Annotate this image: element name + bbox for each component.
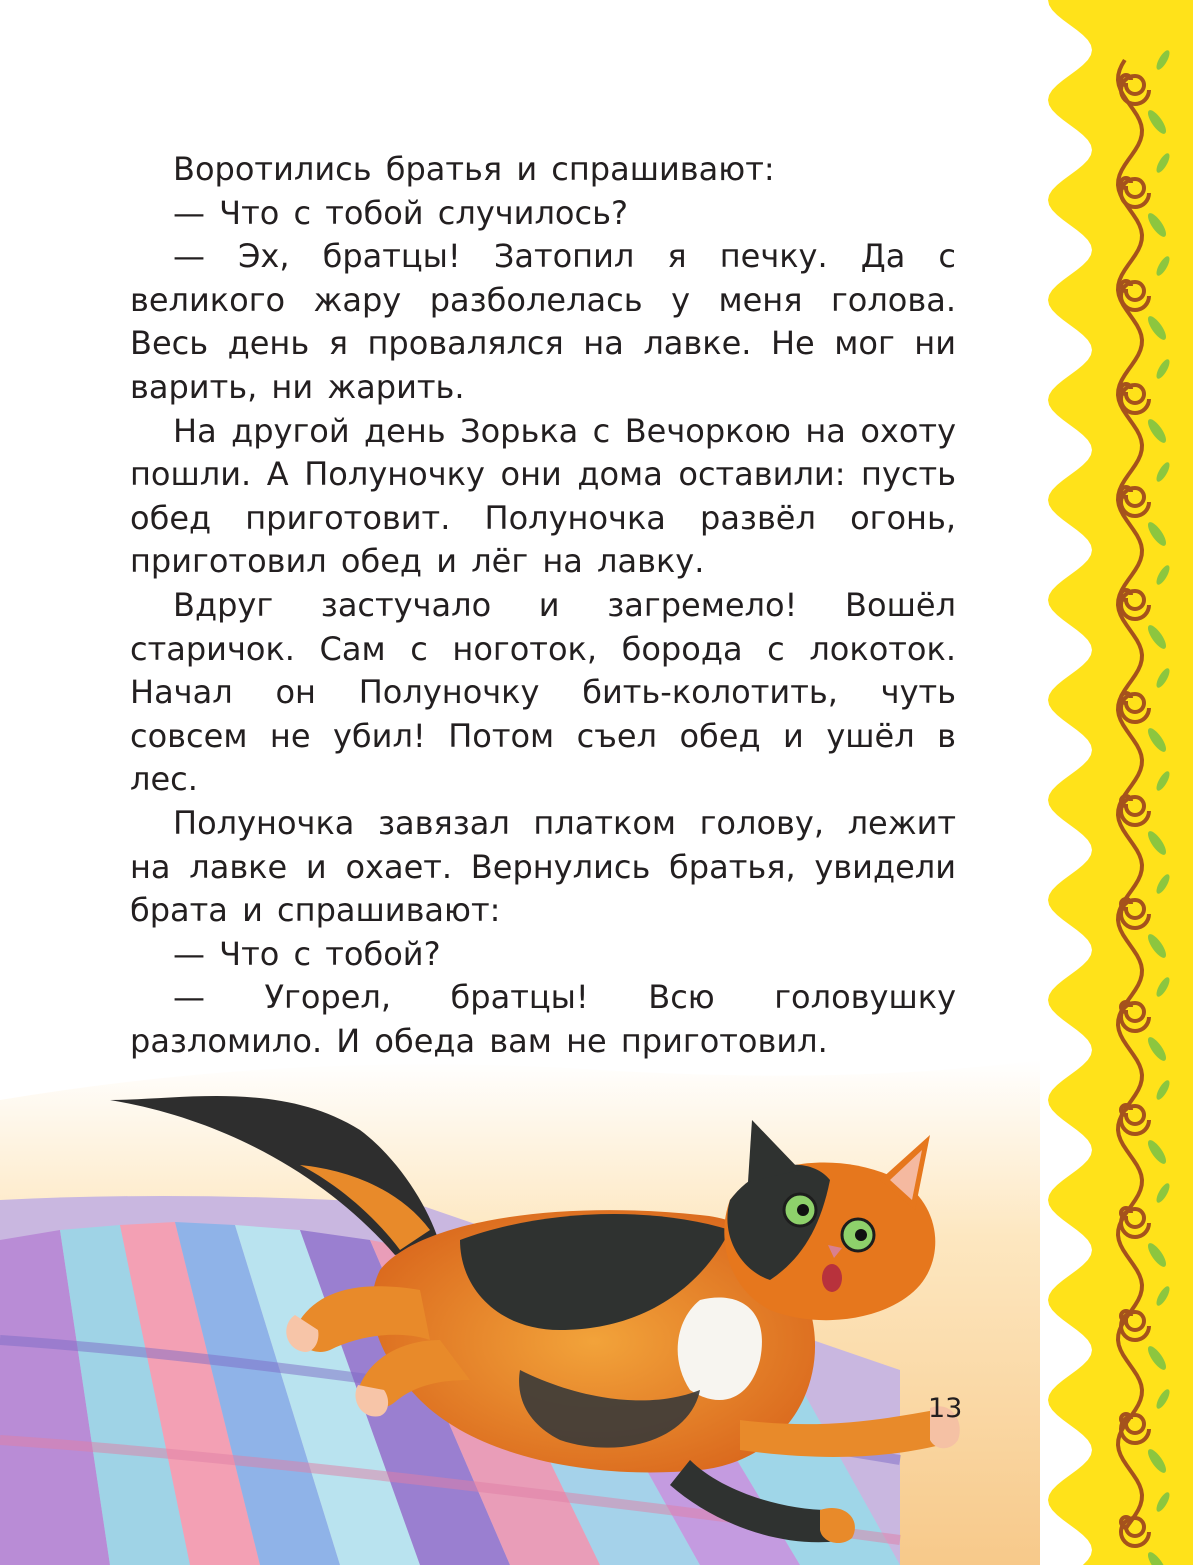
paragraph: На другой день Зорька с Вечоркою на охоту пошли. А Полуночку они дома оставили: пусть обед приготовит. Полуночка развёл огонь, приготовил обед и лёг на лавку. [130,411,956,581]
paragraph: — Угорел, братцы! Всю головушку разломило. И обеда вам не приготовил. [130,978,956,1060]
paragraph: Воротились братья и спрашивают: [173,150,775,188]
page-number: 13 [928,1393,963,1424]
cat-illustration [0,1040,1100,1565]
paragraph: Вдруг застучало и загремело! Вошёл старичок. Сам с ноготок, борода с локоток. Начал он Полуночку бить-колотить, чуть совсем не убил! Потом съел обед и ушёл в лес. [130,585,956,799]
paragraph: Полуночка завязал платком голову, лежит на лавке и охает. Вернулись братья, увидели брата и спрашивают: [130,803,956,930]
paragraph: — Эх, братцы! Затопил я печку. Да с великого жару разболелась у меня голова. Весь день я провалялся на лавке. Не мог ни варить, ни жарить. [130,237,956,406]
story-text [130,148,956,1063]
paragraph: — Что с тобой случилось? [173,193,628,232]
paragraph: — Что с тобой? [173,934,441,973]
